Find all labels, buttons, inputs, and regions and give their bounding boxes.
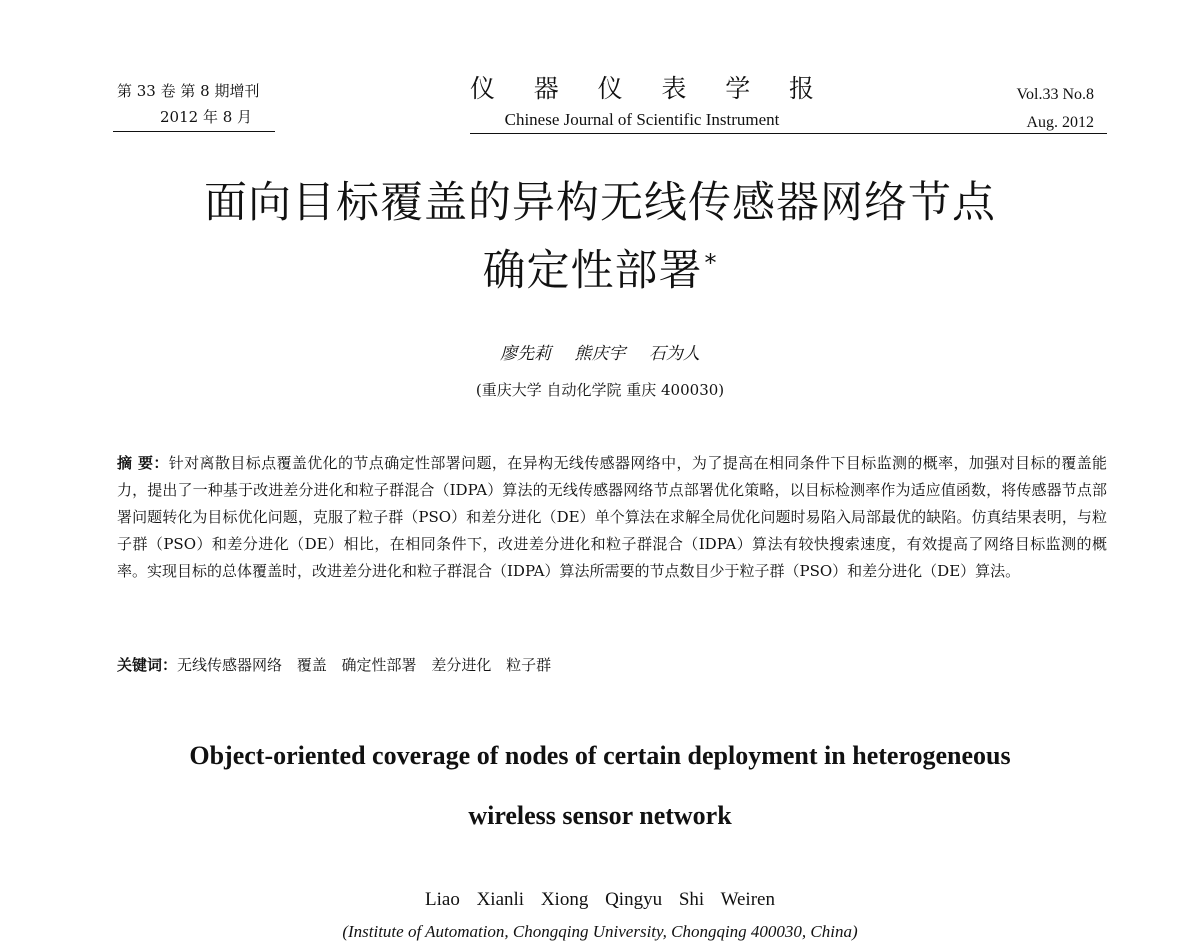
journal-char: 报 <box>788 74 814 103</box>
journal-char: 学 <box>725 74 751 103</box>
keywords-label: 关键词： <box>117 656 178 674</box>
journal-char: 表 <box>661 74 687 103</box>
abstract-cn <box>117 450 1107 585</box>
volume-issue-cn: 第 33 卷 第 8 期增刊 <box>117 82 260 100</box>
title-cn-line2 <box>0 245 1200 297</box>
affiliation-en: (Institute of Automation, Chongqing University, Chongqing 400030, China) <box>342 922 858 941</box>
affiliation-cn: (重庆大学 自动化学院 重庆 400030) <box>475 381 725 399</box>
title-en-line2: wireless sensor network <box>468 801 732 830</box>
volume-issue-en: Vol.33 No.8 <box>1016 86 1094 103</box>
date-cn: 2012 年 8 月 <box>160 108 253 126</box>
title-cn-line1: 面向目标覆盖的异构无线传感器网络节点 <box>204 178 996 228</box>
journal-title-en: Chinese Journal of Scientific Instrument <box>504 110 780 129</box>
footnote-mark: * <box>704 249 718 277</box>
authors-en: Liao Xianli Xiong Qingyu Shi Weiren <box>425 889 775 910</box>
title-en-line1: Object-oriented coverage of nodes of certain deployment in heterogeneous <box>189 741 1011 770</box>
abstract-label: 摘 要： <box>117 454 169 472</box>
journal-char: 器 <box>533 74 559 103</box>
abstract-text: 针对离散目标点覆盖优化的节点确定性部署问题，在异构无线传感器网络中，为了提高在相同条件下目标监测的概率，加强对目标的覆盖能力，提出了一种基于改进差分进化和粒子群混合（IDPA）算法的无线传感器网络节点部署优化策略，以目标检测率作为适应值函数，将传感器节点部署问题转化为目标优化问题，克服了粒子群（PSO）和差分进化（DE）单个算法在求解全局优化问题时易陷入局部最优的缺陷。仿真结果表明，与粒子群（PSO）和差分进化（DE）相比，在相同条件下，改进差分进化和粒子群混合（IDPA）算法有较快搜索速度，有效提高了网络目标监测的概率。实现目标的总体覆盖时，改进差分进化和粒子群混合（IDPA）算法所需要的节点数目少于粒子群（PSO）和差分进化（DE）算法。 <box>117 454 1107 580</box>
keywords-text: 无线传感器网络 覆盖 确定性部署 差分进化 粒子群 <box>177 656 552 674</box>
date-en: Aug. 2012 <box>1026 114 1094 131</box>
journal-char: 仪 <box>470 74 496 103</box>
keywords-cn <box>117 654 1107 676</box>
title-cn-line2-text: 确定性部署 <box>482 246 703 296</box>
journal-char: 仪 <box>597 74 623 103</box>
header-rule-main <box>470 133 1107 134</box>
journal-title-cn <box>470 74 814 104</box>
authors-cn: 廖先莉 熊庆宇 石为人 <box>500 344 700 364</box>
header-rule-left <box>113 131 275 132</box>
